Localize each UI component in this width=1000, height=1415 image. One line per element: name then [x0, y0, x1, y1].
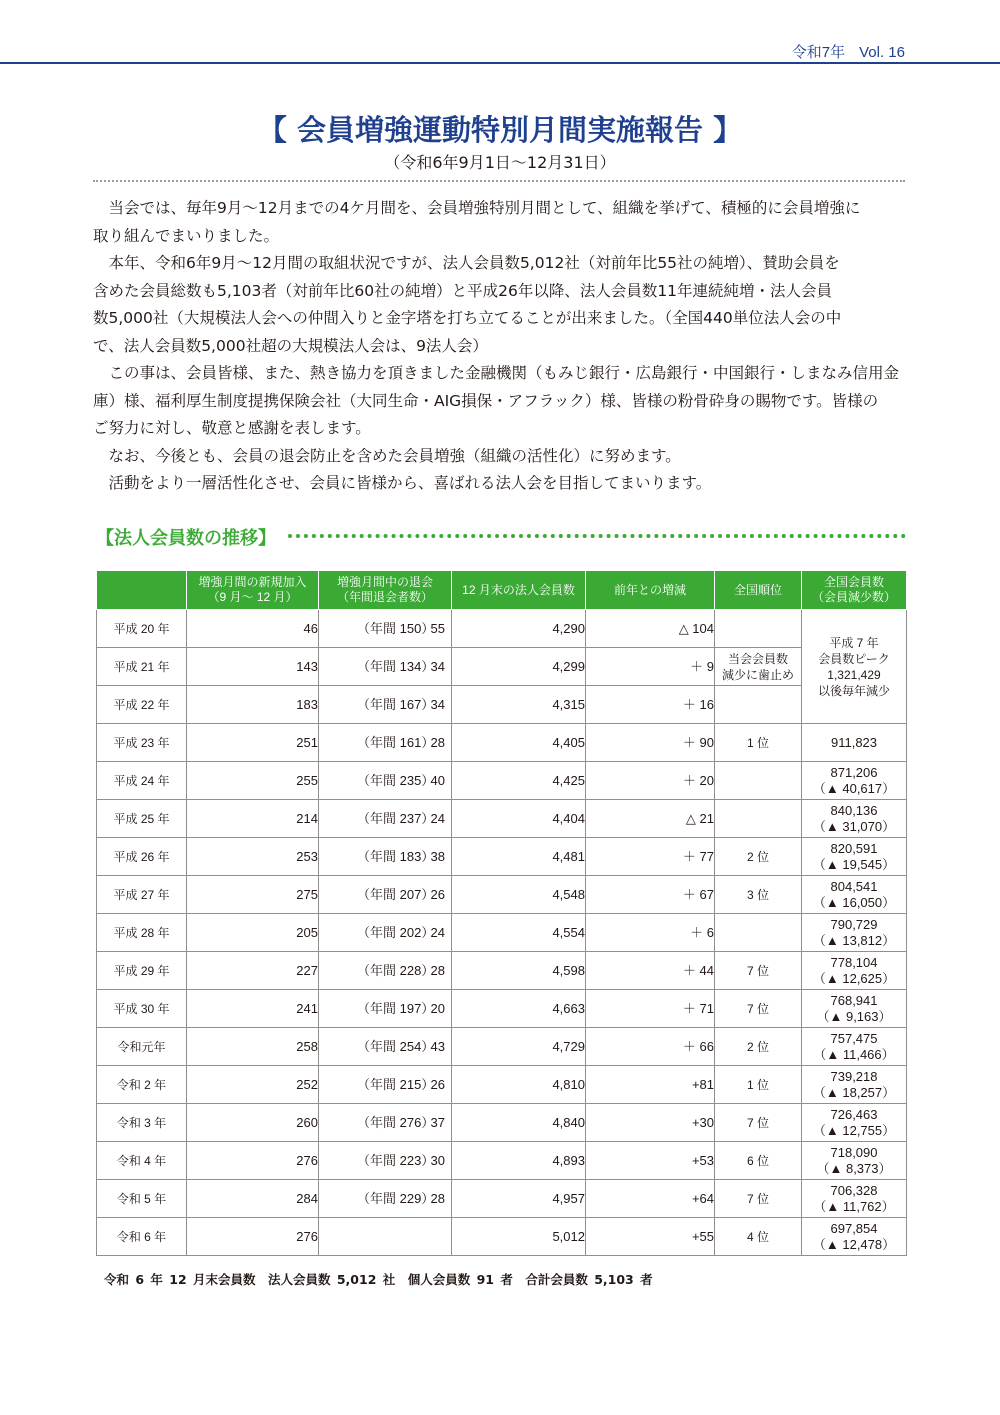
- paragraph-line: 数5,000社（大規模法人会への仲間入りと金字塔を打ち立てることが出来ました。（全国440単位法人会の中: [93, 309, 842, 327]
- year-cell: 令和 4 年: [97, 1142, 187, 1180]
- table-row: [97, 648, 907, 686]
- year-cell: 平成 29 年: [97, 952, 187, 990]
- change-cell: ＋ 77: [586, 838, 715, 876]
- withdrawals-values: [319, 697, 451, 713]
- withdrawals-cell: [319, 876, 452, 914]
- withdrawals-cell: [319, 686, 452, 724]
- national-count: 768,941: [830, 992, 878, 1008]
- member-count-cell: 4,481: [452, 838, 586, 876]
- campaign-withdrawals: 38: [430, 848, 445, 864]
- table-row: [97, 952, 907, 990]
- national-members-cell: [802, 952, 907, 990]
- national-count: 697,854: [830, 1220, 878, 1236]
- year-cell: 平成 28 年: [97, 914, 187, 952]
- report-body: [93, 195, 913, 498]
- decline-stop-note: [715, 648, 802, 686]
- year-cell: 平成 21 年: [97, 648, 187, 686]
- period-subtitle: （令和6年9月1日～12月31日）: [384, 153, 616, 172]
- table-row: [97, 838, 907, 876]
- member-count-cell: 5,012: [452, 1218, 586, 1256]
- national-decrease: （▲ 12,625）: [812, 970, 896, 986]
- change-cell: ＋ 9: [586, 648, 715, 686]
- national-members-cell: [802, 724, 907, 762]
- national-count: 757,475: [830, 1030, 878, 1046]
- table-row: [97, 1180, 907, 1218]
- national-decrease: （▲ 8,373）: [816, 1160, 892, 1176]
- annual-withdrawals: （年間 207）: [357, 886, 435, 902]
- campaign-withdrawals: 43: [430, 1038, 445, 1054]
- campaign-withdrawals: 24: [430, 924, 445, 940]
- withdrawals-values: [319, 659, 451, 675]
- national-decrease: （▲ 18,257）: [812, 1084, 896, 1100]
- new-members-cell: 284: [187, 1180, 319, 1218]
- rank-cell: 7 位: [715, 1104, 802, 1142]
- national-decrease: （▲ 9,163）: [816, 1008, 892, 1024]
- paragraph-line: 庫）様、福利厚生制度提携保険会社（大同生命・AIG損保・アフラック）様、皆様の粉骨砕身の賜物です。皆様の: [93, 391, 879, 410]
- paragraph-line: この事は、会員皆様、また、熱き協力を頂きました金融機関（もみじ銀行・広島銀行・中国銀行・しまなみ信用金: [108, 364, 900, 382]
- annual-withdrawals: （年間 197）: [357, 1000, 435, 1016]
- campaign-withdrawals: 26: [430, 886, 445, 902]
- year-cell: 令和 6 年: [97, 1218, 187, 1256]
- change-cell: ＋ 71: [586, 990, 715, 1028]
- national-members-cell: [802, 1180, 907, 1218]
- withdrawals-values: [319, 1191, 451, 1207]
- annual-withdrawals: （年間 167）: [357, 696, 435, 712]
- change-cell: +64: [586, 1180, 715, 1218]
- year-cell: 平成 20 年: [97, 610, 187, 648]
- national-count: 706,328: [830, 1182, 878, 1198]
- new-members-cell: 255: [187, 762, 319, 800]
- rank-cell: 7 位: [715, 990, 802, 1028]
- header-member-count: 12 月末の法人会員数: [452, 571, 586, 610]
- new-members-cell: 241: [187, 990, 319, 1028]
- rank-cell: [715, 800, 802, 838]
- rank-cell: 4 位: [715, 1218, 802, 1256]
- page-title: 【 会員増強運動特別月間実施報告 】: [257, 113, 743, 147]
- campaign-withdrawals: 28: [430, 962, 445, 978]
- new-members-cell: 275: [187, 876, 319, 914]
- national-decrease: （▲ 11,762）: [813, 1198, 895, 1214]
- annual-withdrawals: （年間 235）: [357, 772, 435, 788]
- decline-note-line: 減少に歯止め: [721, 667, 794, 682]
- national-members-cell: [802, 1218, 907, 1256]
- decline-note-line: 当会会員数: [727, 651, 788, 666]
- header-new-members: 増強月間の新規加入 （9 月～ 12 月）: [187, 571, 319, 610]
- rank-cell: 6 位: [715, 1142, 802, 1180]
- withdrawals-values: [319, 1001, 451, 1017]
- peak-note-line: 以後毎年減少: [817, 683, 890, 698]
- header-change: 前年との増減: [586, 571, 715, 610]
- new-members-cell: 227: [187, 952, 319, 990]
- change-cell: ＋ 16: [586, 686, 715, 724]
- table-row: [97, 686, 907, 724]
- change-cell: +55: [586, 1218, 715, 1256]
- member-count-cell: 4,810: [452, 1066, 586, 1104]
- table-header-row: [97, 571, 907, 610]
- withdrawals-values: [319, 887, 451, 903]
- campaign-withdrawals: 37: [430, 1114, 445, 1130]
- member-count-cell: 4,729: [452, 1028, 586, 1066]
- campaign-withdrawals: 34: [430, 658, 445, 674]
- header-rule: [0, 62, 1000, 64]
- campaign-withdrawals: 40: [430, 772, 445, 788]
- annual-withdrawals: （年間 237）: [357, 810, 435, 826]
- change-cell: +53: [586, 1142, 715, 1180]
- member-count-cell: 4,548: [452, 876, 586, 914]
- change-cell: +30: [586, 1104, 715, 1142]
- new-members-cell: 260: [187, 1104, 319, 1142]
- annual-withdrawals: （年間 223）: [357, 1152, 435, 1168]
- change-cell: △ 21: [586, 800, 715, 838]
- withdrawals-cell: [319, 1028, 452, 1066]
- header-era: 令和7年: [791, 44, 846, 61]
- peak-note-line: 1,321,429: [827, 667, 881, 682]
- dotted-divider: [93, 180, 905, 182]
- annual-withdrawals: （年間 228）: [357, 962, 435, 978]
- member-count-cell: 4,404: [452, 800, 586, 838]
- year-cell: 令和 3 年: [97, 1104, 187, 1142]
- member-total-note: 令和 6 年 12 月末会員数 法人会員数 5,012 社 個人会員数 91 者 合計会員数 5,103 者: [104, 1272, 653, 1287]
- year-cell: 平成 30 年: [97, 990, 187, 1028]
- year-cell: 平成 25 年: [97, 800, 187, 838]
- new-members-cell: 276: [187, 1218, 319, 1256]
- national-count: 778,104: [830, 954, 878, 970]
- national-members-cell: [802, 876, 907, 914]
- national-count: 739,218: [830, 1068, 878, 1084]
- national-count: 911,823: [830, 734, 878, 750]
- rank-cell: [715, 762, 802, 800]
- withdrawals-cell: [319, 648, 452, 686]
- withdrawals-values: [319, 621, 451, 637]
- national-members-cell: [802, 1104, 907, 1142]
- national-peak-note: [802, 610, 907, 724]
- rank-cell: [715, 914, 802, 952]
- national-count: 718,090: [830, 1144, 878, 1160]
- national-members-cell: [802, 800, 907, 838]
- annual-withdrawals: （年間 254）: [357, 1038, 435, 1054]
- campaign-withdrawals: 28: [430, 734, 445, 750]
- annual-withdrawals: （年間 276）: [357, 1114, 435, 1130]
- member-count-cell: 4,405: [452, 724, 586, 762]
- withdrawals-values: [319, 1115, 451, 1131]
- table-row: [97, 1142, 907, 1180]
- annual-withdrawals: （年間 183）: [357, 848, 435, 864]
- national-count: 726,463: [830, 1106, 878, 1122]
- new-members-cell: 143: [187, 648, 319, 686]
- withdrawals-cell: [319, 1104, 452, 1142]
- year-cell: 平成 22 年: [97, 686, 187, 724]
- paragraph-line: 本年、令和6年9月～12月間の取組状況ですが、法人会員数5,012社（対前年比55社の純増）、賛助会員を: [108, 254, 840, 272]
- withdrawals-cell: [319, 1142, 452, 1180]
- campaign-withdrawals: 34: [430, 696, 445, 712]
- campaign-withdrawals: 26: [430, 1076, 445, 1092]
- header-national-rank: 全国順位: [715, 571, 802, 610]
- rank-cell: 1 位: [715, 724, 802, 762]
- member-count-cell: 4,290: [452, 610, 586, 648]
- national-count: 804,541: [830, 878, 878, 894]
- section-title: 【法人会員数の推移】: [96, 528, 276, 549]
- year-cell: 令和 2 年: [97, 1066, 187, 1104]
- withdrawals-values: [319, 773, 451, 789]
- table-row: [97, 1104, 907, 1142]
- table-row: [97, 1028, 907, 1066]
- year-cell: 平成 27 年: [97, 876, 187, 914]
- national-decrease: （▲ 40,617）: [812, 780, 896, 796]
- new-members-cell: 253: [187, 838, 319, 876]
- member-count-cell: 4,554: [452, 914, 586, 952]
- national-count: 820,591: [830, 840, 878, 856]
- table-row: [97, 724, 907, 762]
- withdrawals-cell: [319, 724, 452, 762]
- table-row: [97, 1218, 907, 1256]
- header-withdrawals: 増強月間中の退会 （年間退会者数）: [319, 571, 452, 610]
- year-cell: 平成 26 年: [97, 838, 187, 876]
- paragraph-line: なお、今後とも、会員の退会防止を含めた会員増強（組織の活性化）に努めます。: [108, 446, 681, 465]
- member-count-cell: 4,315: [452, 686, 586, 724]
- annual-withdrawals: （年間 134）: [357, 658, 435, 674]
- withdrawals-values: [319, 1077, 451, 1093]
- member-count-cell: 4,840: [452, 1104, 586, 1142]
- table-row: [97, 876, 907, 914]
- campaign-withdrawals: 24: [430, 810, 445, 826]
- year-cell: 平成 24 年: [97, 762, 187, 800]
- national-members-cell: [802, 1028, 907, 1066]
- header-year: [97, 571, 187, 610]
- change-cell: ＋ 67: [586, 876, 715, 914]
- new-members-cell: 276: [187, 1142, 319, 1180]
- new-members-cell: 258: [187, 1028, 319, 1066]
- rank-cell: 3 位: [715, 876, 802, 914]
- year-cell: 令和元年: [97, 1028, 187, 1066]
- table-row: [97, 610, 907, 648]
- national-decrease: （▲ 19,545）: [812, 856, 896, 872]
- withdrawals-cell: [319, 610, 452, 648]
- paragraph-line: 当会では、毎年9月～12月までの4ケ月間を、会員増強特別月間として、組織を挙げて、積極的に会員増強に: [108, 199, 861, 217]
- peak-note-line: 会員数ピーク: [818, 651, 890, 666]
- paragraph-line: ご努力に対し、敬意と感謝を表します。: [93, 419, 371, 437]
- withdrawals-values: [319, 735, 451, 751]
- change-cell: ＋ 66: [586, 1028, 715, 1066]
- member-count-cell: 4,299: [452, 648, 586, 686]
- change-cell: △ 104: [586, 610, 715, 648]
- new-members-cell: 251: [187, 724, 319, 762]
- national-count: 871,206: [830, 764, 878, 780]
- campaign-withdrawals: 55: [430, 620, 445, 636]
- national-members-cell: [802, 1066, 907, 1104]
- rank-cell: 1 位: [715, 1066, 802, 1104]
- new-members-cell: 214: [187, 800, 319, 838]
- campaign-withdrawals: 30: [430, 1152, 445, 1168]
- change-cell: ＋ 6: [586, 914, 715, 952]
- national-decrease: （▲ 12,478）: [812, 1236, 896, 1252]
- withdrawals-cell: [319, 1066, 452, 1104]
- section-dotted-rule: [288, 534, 906, 538]
- withdrawals-cell: [319, 1180, 452, 1218]
- paragraph-line: 活動をより一層活性化させ、会員に皆様から、喜ばれる法人会を目指してまいります。: [108, 474, 712, 492]
- table-row: [97, 800, 907, 838]
- withdrawals-values: [319, 1039, 451, 1055]
- national-members-cell: [802, 762, 907, 800]
- national-members-cell: [802, 1142, 907, 1180]
- national-count: 840,136: [830, 802, 878, 818]
- rank-cell: 7 位: [715, 1180, 802, 1218]
- withdrawals-values: [319, 925, 451, 941]
- withdrawals-values: [319, 811, 451, 827]
- year-cell: 平成 23 年: [97, 724, 187, 762]
- withdrawals-cell: [319, 762, 452, 800]
- running-header: [792, 41, 905, 62]
- member-count-cell: 4,425: [452, 762, 586, 800]
- national-members-cell: [802, 990, 907, 1028]
- national-decrease: （▲ 12,755）: [812, 1122, 896, 1138]
- national-decrease: （▲ 13,812）: [812, 932, 896, 948]
- new-members-cell: 252: [187, 1066, 319, 1104]
- new-members-cell: 205: [187, 914, 319, 952]
- change-cell: ＋ 44: [586, 952, 715, 990]
- member-count-cell: 4,663: [452, 990, 586, 1028]
- table-row: [97, 1066, 907, 1104]
- withdrawals-cell: [319, 952, 452, 990]
- new-members-cell: 183: [187, 686, 319, 724]
- annual-withdrawals: （年間 150）: [357, 620, 435, 636]
- change-cell: ＋ 20: [586, 762, 715, 800]
- new-members-cell: 46: [187, 610, 319, 648]
- annual-withdrawals: （年間 161）: [357, 734, 435, 750]
- national-decrease: （▲ 31,070）: [812, 818, 896, 834]
- peak-note-line: 平成 7 年: [829, 635, 879, 650]
- national-members-cell: [802, 914, 907, 952]
- paragraph-line: 取り組んでまいりました。: [93, 226, 280, 245]
- campaign-withdrawals: 20: [430, 1000, 445, 1016]
- table-row: [97, 914, 907, 952]
- national-decrease: （▲ 11,466）: [813, 1046, 895, 1062]
- paragraph-line: で、法人会員数5,000社超の大規模法人会は、9法人会）: [93, 336, 488, 355]
- annual-withdrawals: （年間 202）: [357, 924, 435, 940]
- national-decrease: （▲ 16,050）: [812, 894, 896, 910]
- withdrawals-values: [319, 1153, 451, 1169]
- header-national-members: 全国会員数 （会員減少数）: [802, 571, 907, 610]
- member-count-cell: 4,893: [452, 1142, 586, 1180]
- rank-cell: 7 位: [715, 952, 802, 990]
- withdrawals-cell: [319, 800, 452, 838]
- header-volume: Vol. 16: [859, 44, 905, 61]
- membership-table: [96, 570, 907, 1256]
- withdrawals-values: [319, 963, 451, 979]
- year-cell: 令和 5 年: [97, 1180, 187, 1218]
- withdrawals-cell: [319, 1218, 452, 1256]
- member-count-cell: 4,598: [452, 952, 586, 990]
- table-row: [97, 762, 907, 800]
- withdrawals-cell: [319, 914, 452, 952]
- rank-cell: [715, 686, 802, 724]
- rank-cell: 2 位: [715, 1028, 802, 1066]
- national-members-cell: [802, 838, 907, 876]
- campaign-withdrawals: 28: [430, 1190, 445, 1206]
- change-cell: +81: [586, 1066, 715, 1104]
- paragraph-line: 含めた会員総数も5,103者（対前年比60社の純増）と平成26年以降、法人会員数11年連続純増・法人会員: [93, 281, 833, 300]
- withdrawals-cell: [319, 990, 452, 1028]
- rank-cell: 2 位: [715, 838, 802, 876]
- member-count-cell: 4,957: [452, 1180, 586, 1218]
- annual-withdrawals: （年間 229）: [357, 1190, 435, 1206]
- table-row: [97, 990, 907, 1028]
- withdrawals-cell: [319, 838, 452, 876]
- withdrawals-values: [319, 849, 451, 865]
- annual-withdrawals: （年間 215）: [357, 1076, 435, 1092]
- national-count: 790,729: [830, 916, 878, 932]
- change-cell: ＋ 90: [586, 724, 715, 762]
- rank-cell: [715, 610, 802, 648]
